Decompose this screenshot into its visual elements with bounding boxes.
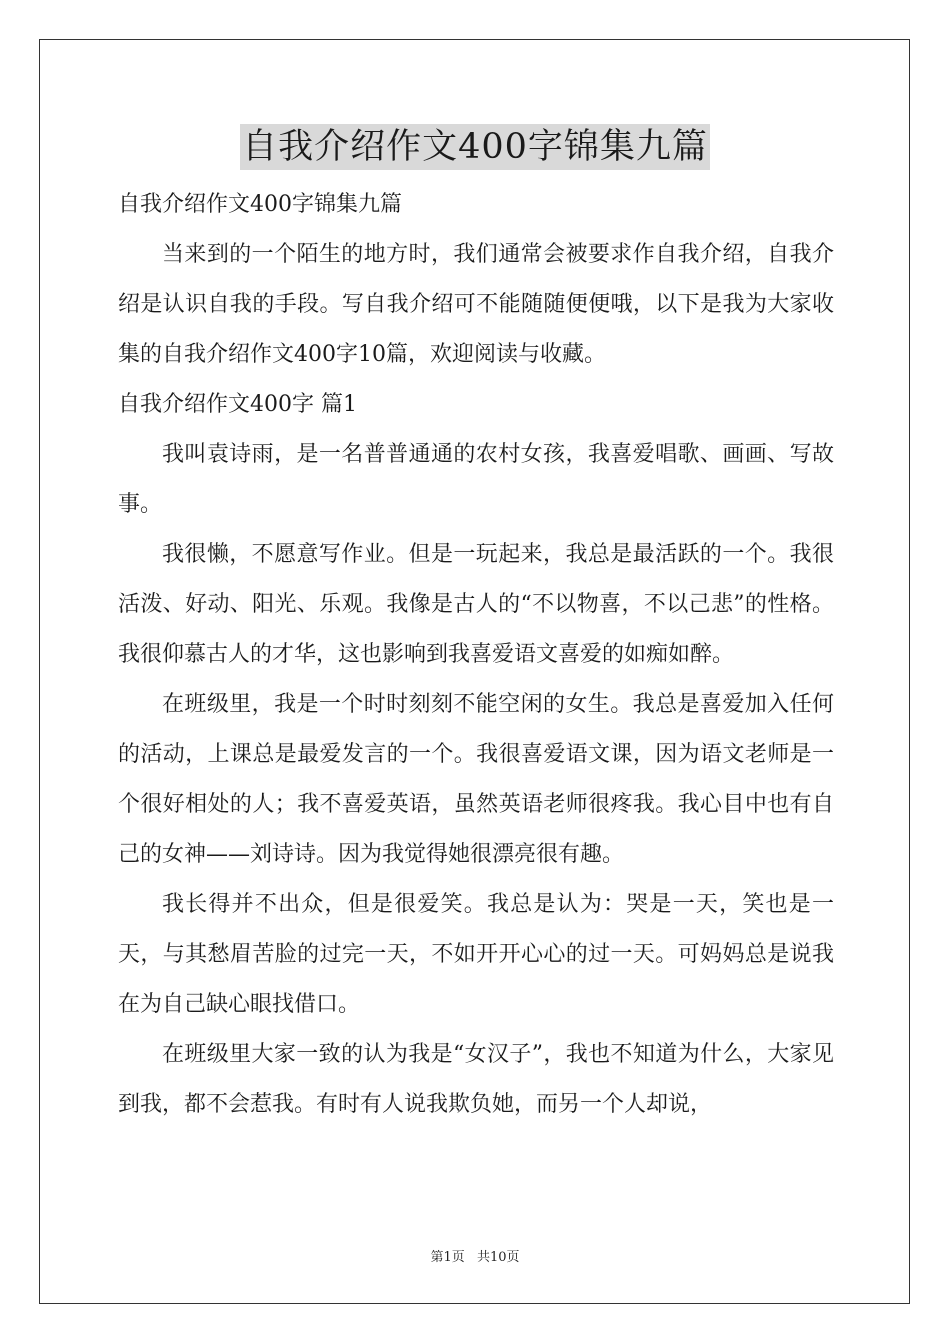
document-subtitle: 自我介绍作文400字锦集九篇 (118, 192, 402, 217)
body-paragraph-1: 我叫袁诗雨，是一名普普通通的农村女孩，我喜爱唱歌、画画、写故事。 (118, 442, 834, 517)
document-title: 自我介绍作文400字锦集九篇 (240, 124, 710, 170)
document-body (118, 180, 834, 1130)
page-footer (0, 1246, 950, 1265)
intro-paragraph: 当来到的一个陌生的地方时，我们通常会被要求作自我介绍，自我介绍是认识自我的手段。写自我介绍可不能随随便便哦，以下是我为大家收集的自我介绍作文400字10篇，欢迎阅读与收藏。 (118, 242, 834, 367)
body-paragraph-4: 我长得并不出众，但是很爱笑。我总是认为：哭是一天，笑也是一天，与其愁眉苦脸的过完一天，不如开开心心的过一天。可妈妈总是说我在为自己缺心眼找借口。 (118, 892, 834, 1017)
body-paragraph-2: 我很懒，不愿意写作业。但是一玩起来，我总是最活跃的一个。我很活泼、好动、阳光、乐观。我像是古人的“不以物喜，不以己悲”的性格。我很仰慕古人的才华，这也影响到我喜爱语文喜爱的如痴如醉。 (118, 542, 834, 667)
title-container (0, 124, 950, 170)
page-number: 第1页 (430, 1250, 465, 1265)
section-heading: 自我介绍作文400字 篇1 (118, 392, 357, 417)
body-paragraph-3: 在班级里，我是一个时时刻刻不能空闲的女生。我总是喜爱加入任何的活动，上课总是最爱发言的一个。我很喜爱语文课，因为语文老师是一个很好相处的人；我不喜爱英语，虽然英语老师很疼我。我心目中也有自己的女神——刘诗诗。因为我觉得她很漂亮很有趣。 (118, 692, 834, 867)
body-paragraph-5: 在班级里大家一致的认为我是“女汉子”，我也不知道为什么，大家见到我，都不会惹我。有时有人说我欺负她，而另一个人却说， (118, 1042, 834, 1117)
page-total: 共10页 (476, 1250, 520, 1265)
